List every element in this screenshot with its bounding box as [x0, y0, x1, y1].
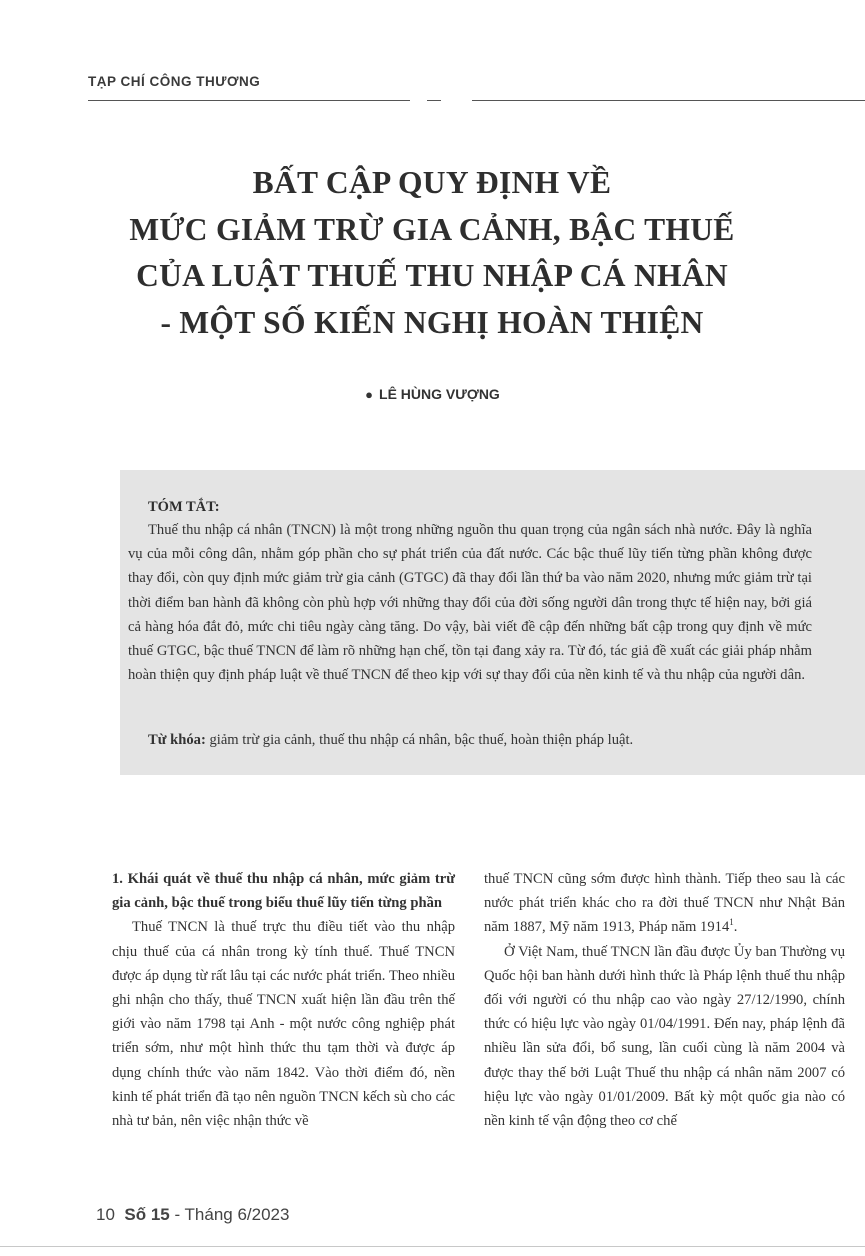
header-divider — [88, 100, 410, 101]
author-name: LÊ HÙNG VƯỢNG — [379, 386, 500, 402]
author-bullet-icon: ● — [365, 387, 374, 402]
abstract-body: Thuế thu nhập cá nhân (TNCN) là một trong những nguồn thu quan trọng của ngân sách nhà nước. Đây là nghĩa vụ của mỗi công dân, nhằm góp phần cho sự phát triển của đất nước. Các bậc thuế lũy tiến từng phần không được thay đổi, còn quy định mức giảm trừ gia cảnh (GTGC) đã thay đổi lần thứ ba vào năm 2020, nhưng mức giảm trừ tại thời điểm ban hành đã không còn phù hợp với những thay đổi của đời sống người dân trong thực tế hiện nay, bởi giá cả hàng hóa đắt đỏ, mức chi tiêu ngày càng tăng. Do vậy, bài viết đề cập đến những bất cập trong quy định về mức thuế GTGC, bậc thuế TNCN để làm rõ những hạn chế, tồn tại đang xảy ra. Từ đó, tác giả đề xuất các giải pháp nhằm hoàn thiện quy định pháp luật về thuế TNCN để theo kịp với sự thay đổi của nền kinh tế và thu nhập của người dân. — [128, 522, 812, 684]
section-heading: 1. Khái quát về thuế thu nhập cá nhân, mức giảm trừ gia cảnh, bậc thuế trong biểu thuế lũy tiến từng phần — [112, 871, 455, 912]
body-paragraph: Ở Việt Nam, thuế TNCN lần đầu được Ủy ban Thường vụ Quốc hội ban hành dưới hình thức là Pháp lệnh thuế thu nhập đối với người có thu nhập cao vào ngày 27/12/1990, chính thức có hiệu lực vào ngày 01/04/1991. Đến nay, pháp lệnh đã nhiều lần sửa đổi, bổ sung, lần cuối cùng là năm 2004 và được thay thế bởi Luật Thuế thu nhập cá nhân năm 2007 có hiệu lực vào ngày 01/01/2009. Bất kỳ một quốc gia nào có nền kinh tế vận động theo cơ chế — [484, 943, 845, 1130]
title-line: - MỘT SỐ KIẾN NGHỊ HOÀN THIỆN — [160, 304, 704, 340]
journal-name: TẠP CHÍ CÔNG THƯƠNG — [88, 74, 261, 89]
abstract-heading: TÓM TẮT: — [148, 499, 220, 515]
paragraph-text: thuế TNCN cũng sớm được hình thành. Tiếp theo sau là các nước phát triển khác cho ra đời thuế TNCN như Nhật Bản năm 1887, Mỹ năm 1913, Pháp năm 1914 — [484, 871, 845, 936]
abstract-keywords — [148, 732, 828, 749]
author-line — [0, 386, 865, 402]
header-divider-dash — [427, 100, 441, 101]
paragraph-end: . — [733, 919, 738, 936]
bottom-divider — [0, 1246, 865, 1247]
body-column-right — [484, 867, 845, 1133]
keywords-label: Từ khóa: — [148, 732, 206, 748]
page-number: 10 — [96, 1205, 115, 1224]
body-paragraph: Thuế TNCN là thuế trực thu điều tiết vào thu nhập chịu thuế của cá nhân trong kỳ tính thuế. Thuế TNCN được áp dụng từ rất lâu tại các nước phát triển. Theo nhiều ghi nhận cho thấy, thuế TNCN xuất hiện lần đầu trên thế giới vào năm 1798 tại Anh - một nước công nghiệp phát triển sớm, như một hình thức thu tạm thời và được áp dụng chính thức vào năm 1842. Vào thời điểm đó, nền kinh tế phát triển đã tạo nên nguồn TNCN kếch sù cho các nhà tư bản, nên việc nhận thức về — [112, 919, 455, 1130]
header-divider-right — [472, 100, 865, 101]
article-title — [100, 160, 764, 346]
title-line: CỦA LUẬT THUẾ THU NHẬP CÁ NHÂN — [136, 258, 728, 293]
footnote-mark[interactable]: 1 — [729, 917, 734, 928]
body-paragraph-continued — [484, 867, 845, 940]
issue-date: Tháng 6/2023 — [184, 1205, 290, 1224]
title-line: BẤT CẬP QUY ĐỊNH VỀ — [252, 165, 612, 200]
title-line: MỨC GIẢM TRỪ GIA CẢNH, BẬC THUẾ — [129, 211, 735, 247]
footer-separator: - — [169, 1205, 185, 1224]
keywords-text: giảm trừ gia cảnh, thuế thu nhập cá nhân, bậc thuế, hoàn thiện pháp luật. — [205, 732, 634, 748]
issue-number: Số 15 — [124, 1205, 170, 1224]
page-footer — [96, 1205, 289, 1225]
body-column-left — [112, 867, 455, 1133]
